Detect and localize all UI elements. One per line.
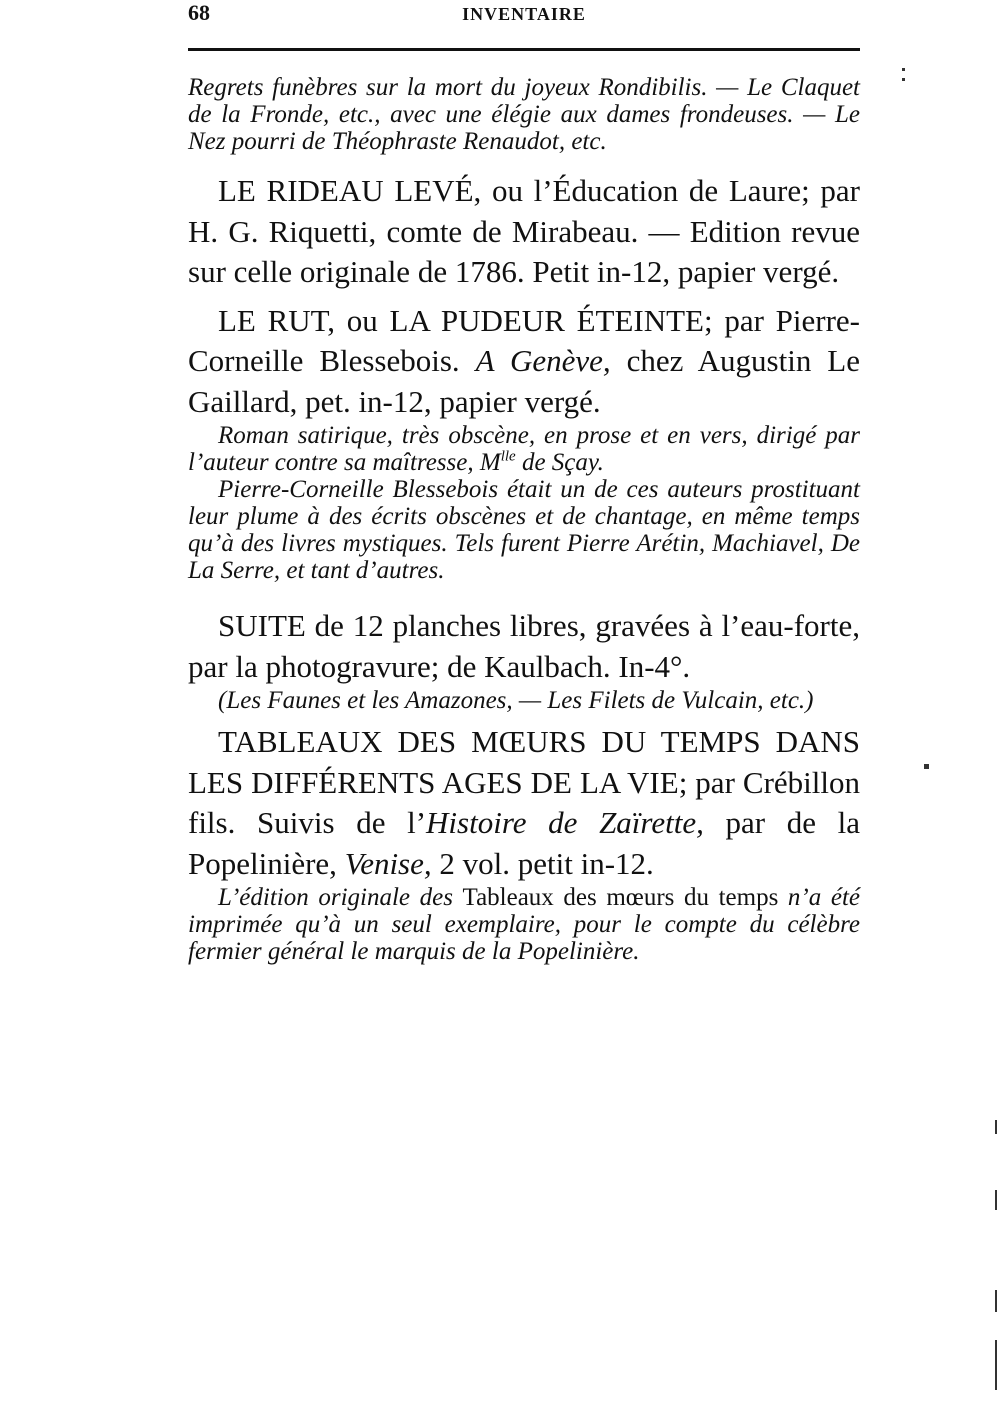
superscript: lle bbox=[500, 448, 516, 465]
scan-speck bbox=[995, 1340, 997, 1390]
scan-speck bbox=[902, 68, 905, 71]
entry-note: Regrets funèbres sur la mort du joyeux Rondibilis. — Le Claquet de la Fronde, etc., avec une élégie aux dames frondeuses. — Le Nez pourri de Théophraste Renaudot, etc. bbox=[188, 74, 860, 155]
entry-le-rut bbox=[188, 301, 860, 423]
entry-text: LE RUT, ou LA PUDEUR ÉTEINTE; par Pierre-Corneille Blessebois. bbox=[188, 302, 860, 378]
book-title: Tableaux des mœurs du temps bbox=[462, 884, 779, 911]
running-title: INVENTAIRE bbox=[462, 4, 586, 24]
scan-speck bbox=[995, 1190, 997, 1210]
entry-note: L’édition originale des Tableaux des mœurs du temps n’a été imprimée qu’à un seul exemplaire, pour le compte du célèbre fermier général le marquis de la Popelinière. bbox=[188, 884, 860, 965]
header-rule bbox=[188, 48, 860, 51]
entry-note: Roman satirique, très obscène, en prose et en vers, dirigé par l’auteur contre sa maîtresse, $M^{lle}$ de Sçay. bbox=[188, 422, 860, 476]
scan-speck bbox=[902, 78, 905, 81]
entry-note: Pierre-Corneille Blessebois était un de ces auteurs prostituant leur plume à des écrits obscènes et de chantage, en même temps qu’à des livres mystiques. Tels furent Pierre Arétin, Machiavel, De La Serre, et tant d’autres. bbox=[188, 476, 860, 584]
place-of-publication: A Genève, bbox=[475, 343, 611, 378]
entry-note: (Les Faunes et les Amazones, — Les Filets de Vulcain, etc.) bbox=[218, 687, 814, 714]
scan-speck bbox=[995, 1120, 997, 1134]
entry-le-rideau-leve: LE RIDEAU LEVÉ, ou l’Éducation de Laure; par H. G. Riquetti, comte de Mirabeau. — Edition revue sur celle originale de 1786. Petit in-12, papier vergé. bbox=[188, 173, 860, 289]
page-number: 68 bbox=[188, 0, 210, 25]
scan-speck bbox=[995, 1290, 997, 1312]
entry-text: chez Augustin Le Gaillard, pet. in-12, papier vergé. bbox=[188, 343, 860, 419]
book-title: Histoire de Zaïrette, bbox=[426, 805, 704, 840]
page-header bbox=[188, 0, 860, 34]
entry-suite-de-12-planches: SUITE de 12 planches libres, gravées à l’eau-forte, par la photogravure; de Kaulbach. In-4°. bbox=[188, 608, 860, 684]
page-content bbox=[188, 74, 860, 965]
scan-speck bbox=[924, 764, 929, 769]
entry-tableaux-des-moeurs: TABLEAUX DES MŒURS DU TEMPS DANS LES DIFFÉRENTS AGES DE LA VIE; par Crébillon fils. Suivis de l’Histoire de Zaïrette, par de la Popelinière, Venise, 2 vol. petit in-12. bbox=[188, 724, 861, 881]
place-of-publication: Venise, bbox=[344, 845, 432, 881]
